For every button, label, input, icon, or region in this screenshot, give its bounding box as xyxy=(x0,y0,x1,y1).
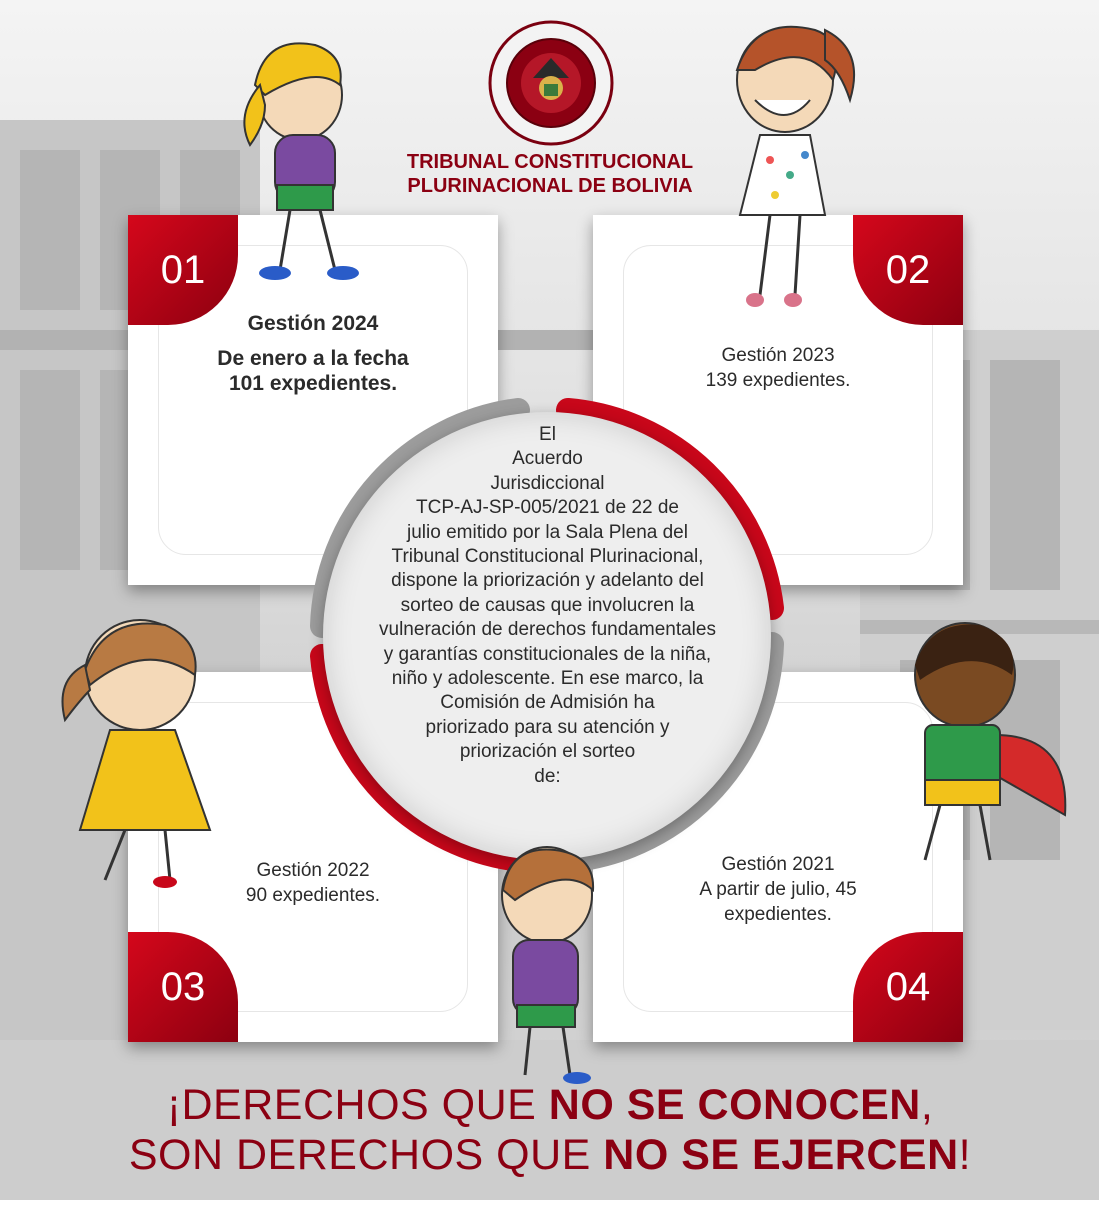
title-line-2: PLURINACIONAL DE BOLIVIA xyxy=(407,175,693,197)
slogan-line-2 xyxy=(50,1130,1050,1180)
center-line: niño y adolescente. En ese marco, la xyxy=(391,668,704,690)
seal-logo xyxy=(488,20,614,146)
center-line: Tribunal Constitucional Plurinacional, xyxy=(391,546,704,568)
slogan xyxy=(50,1080,1050,1180)
title-line-1: TRIBUNAL CONSTITUCIONAL xyxy=(406,151,694,173)
center-line: Jurisdiccional xyxy=(490,472,605,494)
card-count: 90 expedientes. xyxy=(245,885,381,906)
card-detail: De enero a la fecha xyxy=(217,347,409,370)
girl-blonde-illustration xyxy=(225,25,365,285)
girl-yellow-dress-illustration xyxy=(35,610,235,890)
slogan-emphasis: NO SE CONOCEN xyxy=(548,1081,921,1129)
card-text xyxy=(158,311,468,396)
card-year: Gestión 2024 xyxy=(247,312,379,335)
center-line: TCP-AJ-SP-005/2021 de 22 de xyxy=(416,497,679,519)
slogan-line-1 xyxy=(50,1080,1050,1130)
card-count: 101 expedientes. xyxy=(228,372,398,395)
center-paragraph xyxy=(345,423,750,789)
girl-dress-illustration xyxy=(715,10,865,310)
center-line: El xyxy=(539,424,556,445)
center-line: priorizado para su atención y xyxy=(425,716,670,738)
slogan-punct: , xyxy=(920,1081,934,1129)
card-year: Gestión 2021 xyxy=(721,854,835,875)
boy-center-illustration xyxy=(485,840,615,1085)
card-year: Gestión 2023 xyxy=(721,345,835,366)
center-line: sorteo de causas que involucren la xyxy=(400,594,695,616)
card-number: 04 xyxy=(853,932,963,1042)
card-year: Gestión 2022 xyxy=(256,860,370,881)
card-number: 02 xyxy=(853,215,963,325)
institution-title xyxy=(330,150,770,198)
center-line: de: xyxy=(534,765,561,787)
center-line: Acuerdo xyxy=(512,448,583,470)
center-line: julio emitido por la Sala Plena del xyxy=(407,521,688,543)
card-number: 03 xyxy=(128,932,238,1042)
center-line: vulneración de derechos fundamentales xyxy=(379,619,716,641)
card-detail: A partir de julio, 45 xyxy=(699,879,857,900)
center-line: dispone la priorización y adelanto del xyxy=(391,570,704,592)
boy-superhero-illustration xyxy=(880,615,1080,875)
slogan-emphasis: NO SE EJERCEN xyxy=(603,1131,959,1179)
center-line: y garantías constitucionales de la niña, xyxy=(383,643,712,665)
center-line: Comisión de Admisión ha xyxy=(440,692,655,714)
center-line: priorización el sorteo xyxy=(459,741,636,763)
slogan-punct: ! xyxy=(958,1131,972,1179)
slogan-text: SON DERECHOS QUE xyxy=(128,1131,604,1179)
card-number: 01 xyxy=(128,215,238,325)
card-count: expedientes. xyxy=(724,904,832,925)
card-count: 139 expedientes. xyxy=(705,370,851,391)
slogan-text: ¡DERECHOS QUE xyxy=(166,1081,549,1129)
